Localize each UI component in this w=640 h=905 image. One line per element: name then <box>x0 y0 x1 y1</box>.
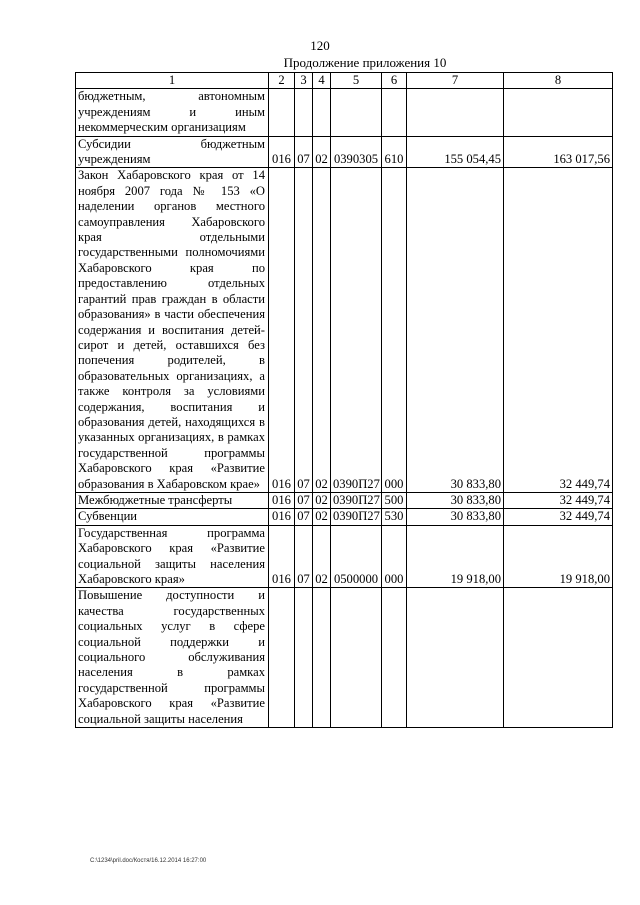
row-amount-2016: 19 918,00 <box>504 525 613 588</box>
row-subsection <box>313 89 331 136</box>
row-ministry: 016 <box>269 492 295 508</box>
row-section: 07 <box>295 168 313 493</box>
row-section <box>295 588 313 728</box>
row-target-article: 0390305 <box>331 136 382 168</box>
document-footer: C:\1234\pril.doc/Костя/16.12.2014 16:27:00 <box>90 858 207 864</box>
table-row <box>76 89 613 136</box>
table-row <box>76 509 613 525</box>
table-row <box>76 525 613 588</box>
row-subsection: 02 <box>313 525 331 588</box>
row-amount-2015 <box>407 588 504 728</box>
row-section <box>295 89 313 136</box>
row-amount-2015: 155 054,45 <box>407 136 504 168</box>
row-name: Субвенции <box>76 509 269 525</box>
row-amount-2015: 30 833,80 <box>407 492 504 508</box>
row-amount-2016: 163 017,56 <box>504 136 613 168</box>
header-row <box>76 73 613 89</box>
row-expense-type: 530 <box>382 509 407 525</box>
row-subsection: 02 <box>313 168 331 493</box>
row-expense-type <box>382 89 407 136</box>
row-section: 07 <box>295 525 313 588</box>
row-amount-2015 <box>407 89 504 136</box>
header-col-2: 2 <box>269 73 295 89</box>
table-row <box>76 136 613 168</box>
row-amount-2016: 32 449,74 <box>504 492 613 508</box>
table-row <box>76 492 613 508</box>
header-col-5: 5 <box>331 73 382 89</box>
row-section: 07 <box>295 492 313 508</box>
row-ministry: 016 <box>269 136 295 168</box>
row-expense-type: 610 <box>382 136 407 168</box>
row-target-article <box>331 588 382 728</box>
row-expense-type <box>382 588 407 728</box>
row-amount-2016 <box>504 89 613 136</box>
continuation-title: Продолжение приложения 10 <box>283 55 447 70</box>
row-amount-2016 <box>504 588 613 728</box>
row-target-article: 0390П27 <box>331 509 382 525</box>
row-subsection: 02 <box>313 136 331 168</box>
header-col-4: 4 <box>313 73 331 89</box>
table-row <box>76 588 613 728</box>
row-name: Повышение доступности и качества государственных социальных услуг в сфере социальной поддержки и социального обслуживания населения в рамках государственной программы Хабаровского края «Развитие социальной защиты населения <box>76 588 269 728</box>
row-name: Государственная программа Хабаровского края «Развитие социальной защиты населения Хабаровского края» <box>76 525 269 588</box>
row-expense-type: 500 <box>382 492 407 508</box>
row-target-article: 0390П27 <box>331 168 382 493</box>
table-row <box>76 168 613 493</box>
row-ministry <box>269 89 295 136</box>
row-ministry: 016 <box>269 168 295 493</box>
row-expense-type: 000 <box>382 525 407 588</box>
row-ministry: 016 <box>269 525 295 588</box>
row-subsection: 02 <box>313 509 331 525</box>
row-amount-2016: 32 449,74 <box>504 509 613 525</box>
row-ministry <box>269 588 295 728</box>
row-name: Межбюджетные трансферты <box>76 492 269 508</box>
row-section: 07 <box>295 136 313 168</box>
row-subsection <box>313 588 331 728</box>
header-col-8: 8 <box>504 73 613 89</box>
row-subsection: 02 <box>313 492 331 508</box>
row-target-article <box>331 89 382 136</box>
row-target-article: 0390П27 <box>331 492 382 508</box>
row-amount-2016: 32 449,74 <box>504 168 613 493</box>
header-col-7: 7 <box>407 73 504 89</box>
page-number: 120 <box>310 38 330 53</box>
row-target-article: 0500000 <box>331 525 382 588</box>
row-name: Закон Хабаровского края от 14 ноября 2007 года № 153 «О наделении органов местного самоуправления Хабаровского края отдельными государственными полномочиями Хабаровского края по предоставлению отдельных гарантий прав граждан в области образования» в части обеспечения содержания и воспитания детей-сирот и детей, оставшихся без попечения родителей, в образовательных организациях, а также контроля за условиями содержания, воспитания и образования детей, находящихся в указанных организациях, в рамках государственной программы Хабаровского края «Развитие образования в Хабаровском крае» <box>76 168 269 493</box>
header-col-1: 1 <box>76 73 269 89</box>
row-ministry: 016 <box>269 509 295 525</box>
row-amount-2015: 19 918,00 <box>407 525 504 588</box>
row-expense-type: 000 <box>382 168 407 493</box>
budget-table <box>75 72 613 728</box>
row-name: Субсидии бюджетным учреждениям <box>76 136 269 168</box>
row-name: бюджетным, автономным учреждениям и иным некоммерческим организациям <box>76 89 269 136</box>
header-col-3: 3 <box>295 73 313 89</box>
row-section: 07 <box>295 509 313 525</box>
row-amount-2015: 30 833,80 <box>407 168 504 493</box>
row-amount-2015: 30 833,80 <box>407 509 504 525</box>
header-col-6: 6 <box>382 73 407 89</box>
